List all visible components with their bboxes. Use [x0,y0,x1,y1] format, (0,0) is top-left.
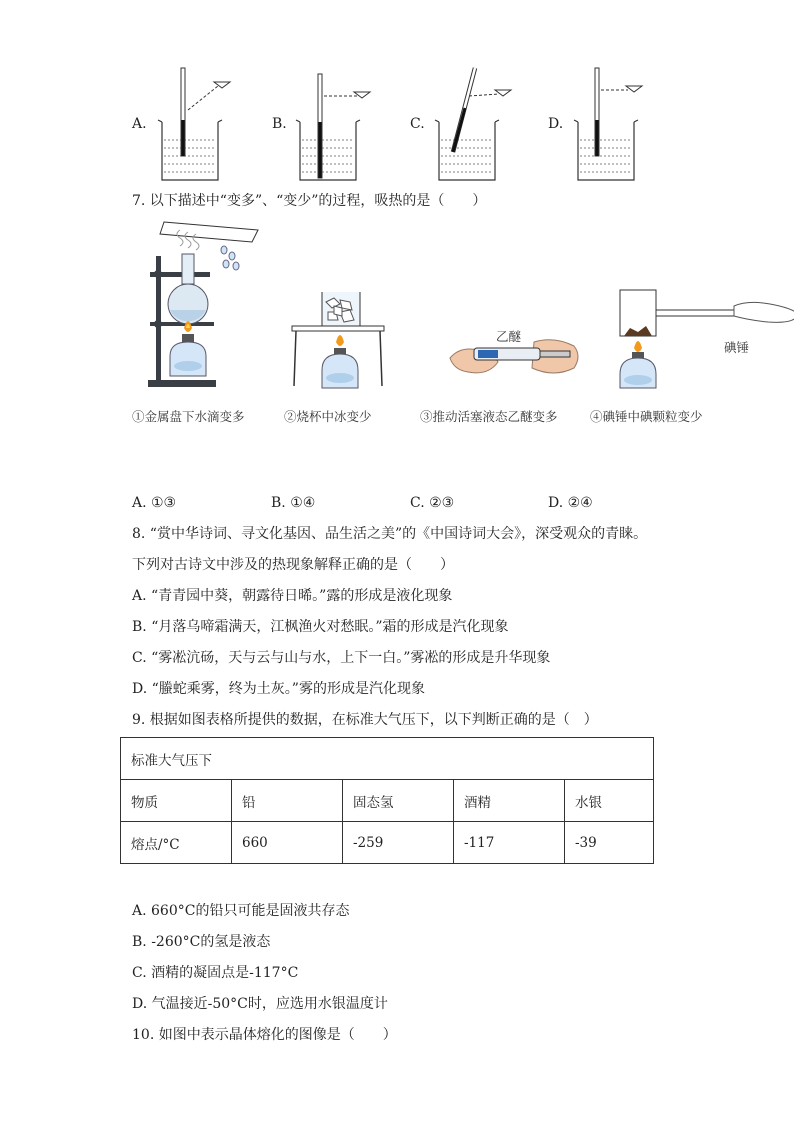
q7-choice-a[interactable]: A. ①③ [132,495,177,511]
table-cell: -39 [565,822,654,864]
q7-choice-c[interactable]: C. ②③ [410,495,455,511]
table-cell: -259 [343,822,454,864]
q9-stem: 9. 根据如图表格所提供的数据，在标准大气压下，以下判断正确的是（ ） [132,712,598,728]
q6-diagram-a [150,60,250,184]
q7-caption-2: ②烧杯中冰变少 [284,409,372,424]
q6-diagram-d [566,60,666,184]
q10-stem: 10. 如图中表示晶体熔化的图像是（ ） [132,1027,397,1043]
table-header-cell: 酒精 [454,780,565,822]
q9-choice-b[interactable]: B. -260°C的氢是液态 [132,934,271,950]
q6-option-a-label[interactable]: A. [132,116,147,132]
table-header-cell: 水银 [565,780,654,822]
q7-ether-label: 乙醚 [496,329,522,344]
q8-choice-b[interactable]: B. “月落乌啼霜满天，江枫渔火对愁眠。”霜的形成是汽化现象 [132,619,509,635]
q6-diagram-b [288,60,388,184]
q9-choice-d[interactable]: D. 气温接近-50°C时，应选用水银温度计 [132,996,388,1012]
q8-stem-line2: 下列对古诗文中涉及的热现象解释正确的是（ ） [132,557,454,573]
q6-diagram-c [427,60,527,184]
melting-point-table [120,737,654,864]
q7-stem: 7. 以下描述中“变多”、“变少”的过程，吸热的是（ ） [132,193,487,209]
table-header-cell: 铅 [232,780,343,822]
q7-caption-3: ③推动活塞液态乙醚变多 [420,409,558,424]
q6-option-d-label[interactable]: D. [548,116,564,132]
q7-iodine-label: 碘锤 [724,340,750,355]
q7-figure-1 [140,216,270,392]
q9-choice-c[interactable]: C. 酒精的凝固点是-117°C [132,965,299,981]
q7-caption-1: ①金属盘下水滴变多 [132,409,245,424]
q8-choice-a[interactable]: A. “青青园中葵，朝露待日晞。”露的形成是液化现象 [132,588,453,604]
table-header-cell: 固态氢 [343,780,454,822]
q6-option-b-label[interactable]: B. [272,116,287,132]
q9-choice-a[interactable]: A. 660°C的铅只可能是固液共存态 [132,903,350,919]
table-row [121,822,654,864]
table-cell: 熔点/°C [121,822,232,864]
q8-choice-d[interactable]: D. “螣蛇乘雾，终为土灰。”雾的形成是汽化现象 [132,681,425,697]
q6-option-c-label[interactable]: C. [410,116,425,132]
q8-stem-line1: 8. “赏中华诗词、寻文化基因、品生活之美”的《中国诗词大会》，深受观众的青睐。 [132,526,648,542]
q7-figure-4 [614,288,794,390]
table-header-cell: 物质 [121,780,232,822]
table-header-row [121,780,654,822]
table-caption: 标准大气压下 [121,738,654,780]
q7-choice-b[interactable]: B. ①④ [271,495,316,511]
table-cell: -117 [454,822,565,864]
q7-figure-2 [288,286,388,390]
q7-caption-4: ④碘锤中碘颗粒变少 [590,409,703,424]
q7-choice-d[interactable]: D. ②④ [548,495,593,511]
q8-choice-c[interactable]: C. “雾凇沆砀，天与云与山与水，上下一白。”雾凇的形成是升华现象 [132,650,551,666]
table-cell: 660 [232,822,343,864]
